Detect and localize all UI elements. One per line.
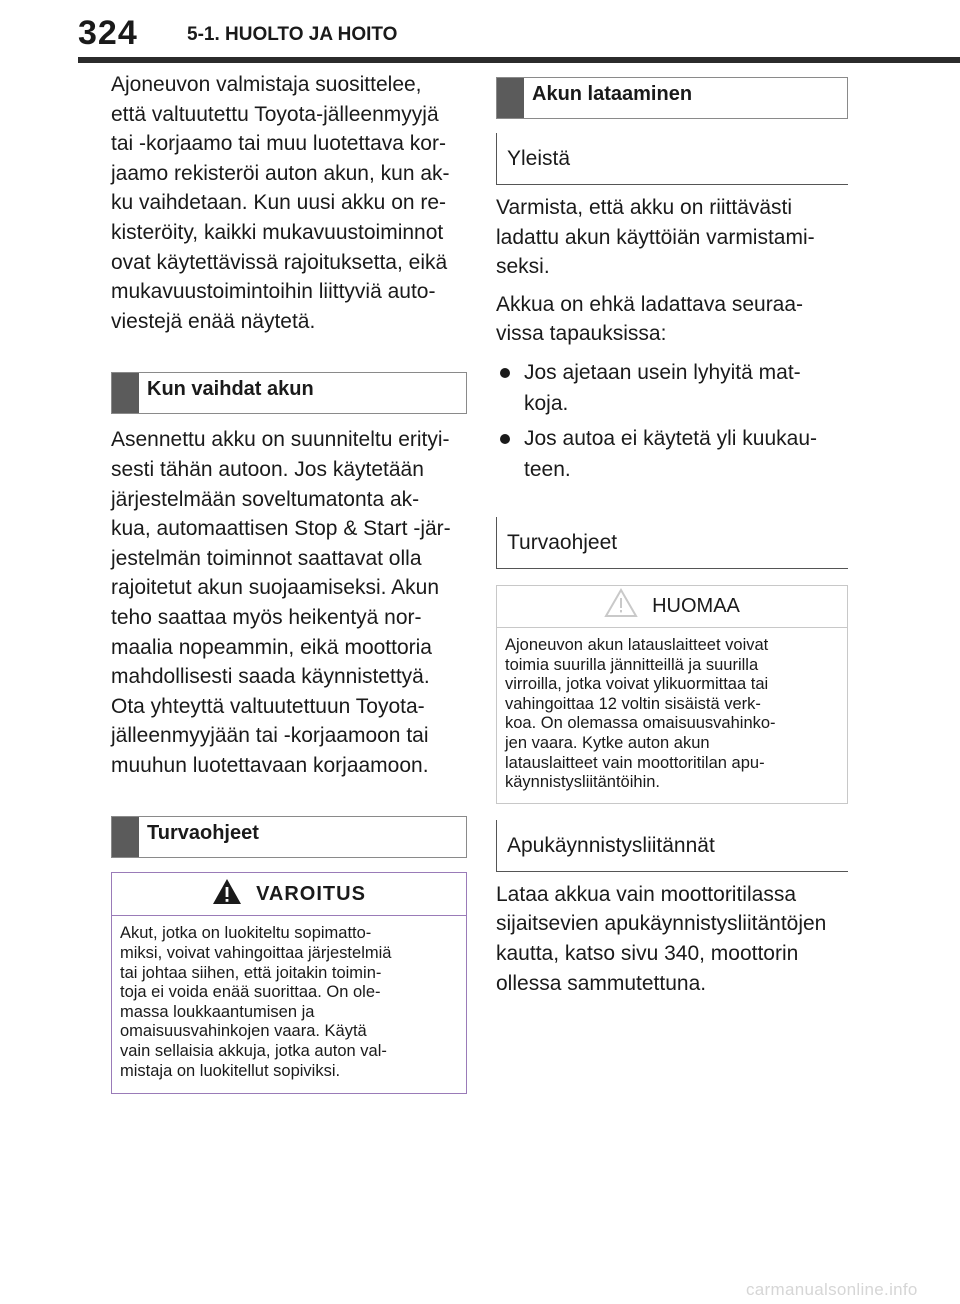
text-line: maalia nopeammin, eikä moottoria bbox=[111, 635, 432, 659]
text-line: järjestelmään soveltumatonta ak- bbox=[111, 487, 420, 511]
text-line: Ota yhteyttä valtuutettuun Toyota- bbox=[111, 694, 425, 718]
text-line: käynnistysliitäntöihin. bbox=[505, 773, 660, 792]
text-line: vahingoittaa 12 voltin sisäistä verk- bbox=[505, 694, 761, 713]
text-line: teen. bbox=[524, 457, 571, 481]
text-line: jen vaara. Kytke auton akun bbox=[505, 733, 710, 752]
heading-bar bbox=[112, 817, 139, 857]
bullet-item bbox=[496, 357, 848, 419]
heading-bar bbox=[497, 78, 524, 118]
text-line: koa. On olemassa omaisuusvahinko- bbox=[505, 714, 776, 733]
text-line: kisteröity, kaikki mukavuustoiminnot bbox=[111, 220, 444, 244]
text-line: ollessa sammutettuna. bbox=[496, 971, 707, 995]
text-line: ovat käytettävissä rajoituksetta, eikä bbox=[111, 250, 448, 274]
bullet-dot-icon bbox=[500, 368, 510, 378]
caution-triangle-icon bbox=[604, 588, 638, 624]
heading-charging bbox=[496, 77, 848, 119]
text-line: miksi, voivat vahingoittaa järjestelmiä bbox=[120, 944, 392, 963]
right-column bbox=[496, 77, 848, 998]
text-line: tai johtaa siihen, että joitakin toimin- bbox=[120, 963, 382, 982]
text-line: Asennettu akku on suunniteltu erityi- bbox=[111, 428, 450, 452]
heading-safety bbox=[111, 816, 467, 858]
heading-charging-label: Akun lataaminen bbox=[532, 83, 693, 105]
text-line: toimia suurilla jännitteillä ja suurilla bbox=[505, 655, 759, 674]
text-line: Varmista, että akku on riittävästi bbox=[496, 196, 793, 219]
warning-header bbox=[112, 873, 466, 916]
text-line: Ajoneuvon akun latauslaitteet voivat bbox=[505, 635, 769, 654]
subheading-jump-start: Apukäynnistysliitännät bbox=[496, 820, 848, 872]
text-line: jälleenmyyjään tai -korjaamoon tai bbox=[111, 724, 429, 748]
text-line: Akkua on ehkä ladattava seuraa- bbox=[496, 292, 804, 316]
subheading-general: Yleistä bbox=[496, 133, 848, 185]
text-line: mistaja on luokitellut sopiviksi. bbox=[120, 1061, 341, 1080]
text-line: ku vaihdetaan. Kun uusi akku on re- bbox=[111, 191, 447, 215]
replace-paragraph bbox=[111, 425, 467, 780]
text-line: sesti tähän autoon. Jos käytetään bbox=[111, 457, 424, 481]
text-line: virroilla, jotka voivat ylikuormittaa tai bbox=[505, 675, 769, 694]
left-column bbox=[111, 70, 467, 1094]
page-number: 324 bbox=[78, 14, 138, 52]
warning-text bbox=[112, 916, 466, 1093]
text-line: massa loukkaantumisen ja bbox=[120, 1002, 315, 1021]
warning-box bbox=[111, 872, 467, 1094]
intro-paragraph bbox=[111, 70, 467, 336]
text-line: Jos ajetaan usein lyhyitä mat- bbox=[524, 360, 801, 384]
heading-replace-label: Kun vaihdat akun bbox=[147, 378, 314, 401]
watermark: carmanualsonline.info bbox=[746, 1280, 918, 1299]
text-line: jaamo rekisteröi auton akun, kun ak- bbox=[111, 161, 450, 185]
text-line: vissa tapauksissa: bbox=[496, 322, 667, 346]
text-line: latauslaitteet vain moottoritilan apu- bbox=[505, 753, 765, 772]
bullet-text bbox=[524, 357, 801, 419]
note-box bbox=[496, 585, 848, 804]
text-line: kautta, katso sivu 340, moottorin bbox=[496, 941, 799, 965]
text-line: sijaitsevien apukäynnistysliitäntöjen bbox=[496, 912, 827, 936]
text-line: koja. bbox=[524, 391, 569, 415]
general-paragraph-2 bbox=[496, 290, 848, 349]
heading-replace-battery bbox=[111, 372, 467, 414]
text-line: toja ei voida enää suorittaa. On ole- bbox=[120, 983, 381, 1002]
warning-title: VAROITUS bbox=[256, 882, 366, 905]
warning-triangle-icon bbox=[212, 878, 242, 911]
text-line: että valtuutettu Toyota-jälleenmyyjä bbox=[111, 102, 439, 126]
bullet-item bbox=[496, 423, 848, 485]
note-text bbox=[497, 628, 847, 803]
text-line: Jos autoa ei käytetä yli kuukau- bbox=[524, 426, 817, 450]
text-line: tai -korjaamo tai muu luotettava kor- bbox=[111, 132, 446, 156]
text-line: seksi. bbox=[496, 255, 550, 279]
note-title: HUOMAA bbox=[652, 594, 740, 617]
bullet-text bbox=[524, 423, 817, 485]
text-line: ladattu akun käyttöiän varmistami- bbox=[496, 225, 815, 249]
text-line: mahdollisesti saada käynnistettyä. bbox=[111, 665, 430, 689]
text-line: muuhun luotettavaan korjaamoon. bbox=[111, 753, 429, 777]
general-paragraph bbox=[496, 193, 848, 282]
text-line: Lataa akkua vain moottoritilassa bbox=[496, 882, 796, 906]
heading-safety-label: Turvaohjeet bbox=[147, 822, 259, 845]
note-header bbox=[497, 586, 847, 628]
text-line: Akut, jotka on luokiteltu sopimatto- bbox=[120, 924, 372, 943]
text-line: Ajoneuvon valmistaja suosittelee, bbox=[111, 73, 422, 96]
text-line: viestejä enää näytetä. bbox=[111, 309, 316, 333]
text-line: teho saattaa myös heikentyä nor- bbox=[111, 605, 422, 629]
text-line: rajoitetut akun suojaamiseksi. Akun bbox=[111, 576, 440, 600]
section-title: 5-1. HUOLTO JA HOITO bbox=[187, 24, 398, 45]
bullet-dot-icon bbox=[500, 434, 510, 444]
text-line: vain sellaisia akkuja, jotka auton val- bbox=[120, 1042, 387, 1061]
text-line: mukavuustoimintoihin liittyviä auto- bbox=[111, 280, 436, 304]
jump-paragraph bbox=[496, 880, 848, 998]
subheading-safety: Turvaohjeet bbox=[496, 517, 848, 569]
text-line: jestelmän toiminnot saattavat olla bbox=[111, 546, 422, 570]
text-line: kua, automaattisen Stop & Start -jär- bbox=[111, 517, 451, 541]
text-line: omaisuusvahinkojen vaara. Käytä bbox=[120, 1022, 367, 1041]
heading-bar bbox=[112, 373, 139, 413]
header-rule bbox=[78, 57, 960, 63]
bullet-list bbox=[496, 357, 848, 485]
